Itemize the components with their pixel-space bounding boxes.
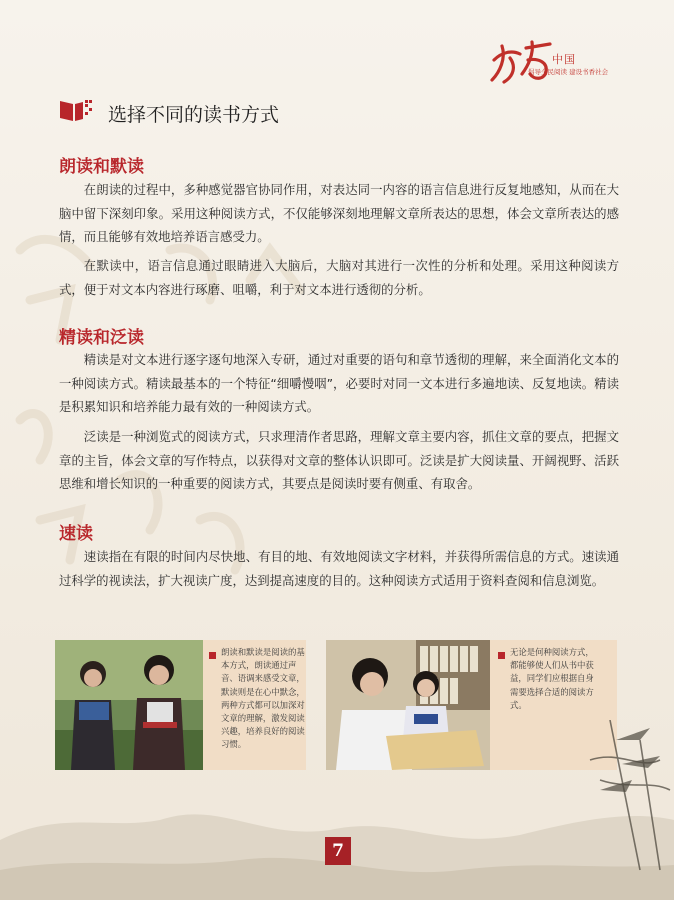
- paragraph: 在朗读的过程中，多种感觉器官协同作用，对表达同一内容的语言信息进行反复地感知，从而在大脑中留下深刻印象。采用这种阅读方式，不仅能够深刻地理解文章所表达的思想，体会文章所表达的感情，而且能够有效地培养语言感受力。: [59, 182, 619, 244]
- paragraph: 速读指在有限的时间内尽快地、有目的地、有效地阅读文字材料，并获得所需信息的方式。速读通过科学的视读法，扩大视读广度，达到提高速度的目的。这种阅读方式适用于资料查阅和信息浏览。: [59, 549, 619, 588]
- photo-caption: 无论是何种阅读方式，都能够使人们从书中获益，同学们应根据自身需要选择合适的阅读方式。: [510, 647, 594, 710]
- caption-bullet: [498, 652, 505, 659]
- caption-bullet: [209, 652, 216, 659]
- photo-caption: 朗读和默读是阅读的基本方式，朗读通过声音、语调来感受文章，默读则是在心中默念，两种方式都可以加深对文章的理解，激发阅读兴趣，培养良好的阅读习惯。: [221, 647, 305, 750]
- section-heading: 速读: [59, 524, 93, 544]
- page-title: 选择不同的读书方式: [108, 104, 280, 126]
- section-heading: 精读和泛读: [59, 328, 144, 348]
- section-heading: 朗读和默读: [59, 157, 144, 177]
- paragraph: 精读是对文本进行逐字逐句地深入专研，通过对重要的语句和章节透彻的理解，来全面消化文本的一种阅读方式。精读最基本的一个特征“细嚼慢咽”，必要时对同一文本进行多遍地读、反复地读。精读是积累知识和培养能力最有效的一种阅读方式。: [59, 352, 619, 414]
- book-icon: [59, 98, 93, 122]
- mountain-ink-painting: [0, 720, 674, 900]
- paragraph: 在默读中，语言信息通过眼睛进入大脑后，大脑对其进行一次性的分析和处理。采用这种阅读方式，便于对文本内容进行琢磨、咀嚼，利于对文本进行透彻的分析。: [59, 258, 619, 297]
- paragraph: 泛读是一种浏览式的阅读方式，只求理清作者思路，理解文章主要内容，抓住文章的要点，把握文章的主旨，体会文章的写作特点，以获得对文章的整体认识即可。泛读是扩大阅读量、开阔视野、活跃思维和增长知识的一种重要的阅读方式，其要点是阅读时要有侧重、有取舍。: [59, 429, 619, 491]
- logo-subtitle: 倡导全民阅读 建设书香社会: [528, 68, 609, 76]
- page-number: 7: [325, 837, 351, 865]
- logo-cn-text: 中国: [552, 53, 576, 66]
